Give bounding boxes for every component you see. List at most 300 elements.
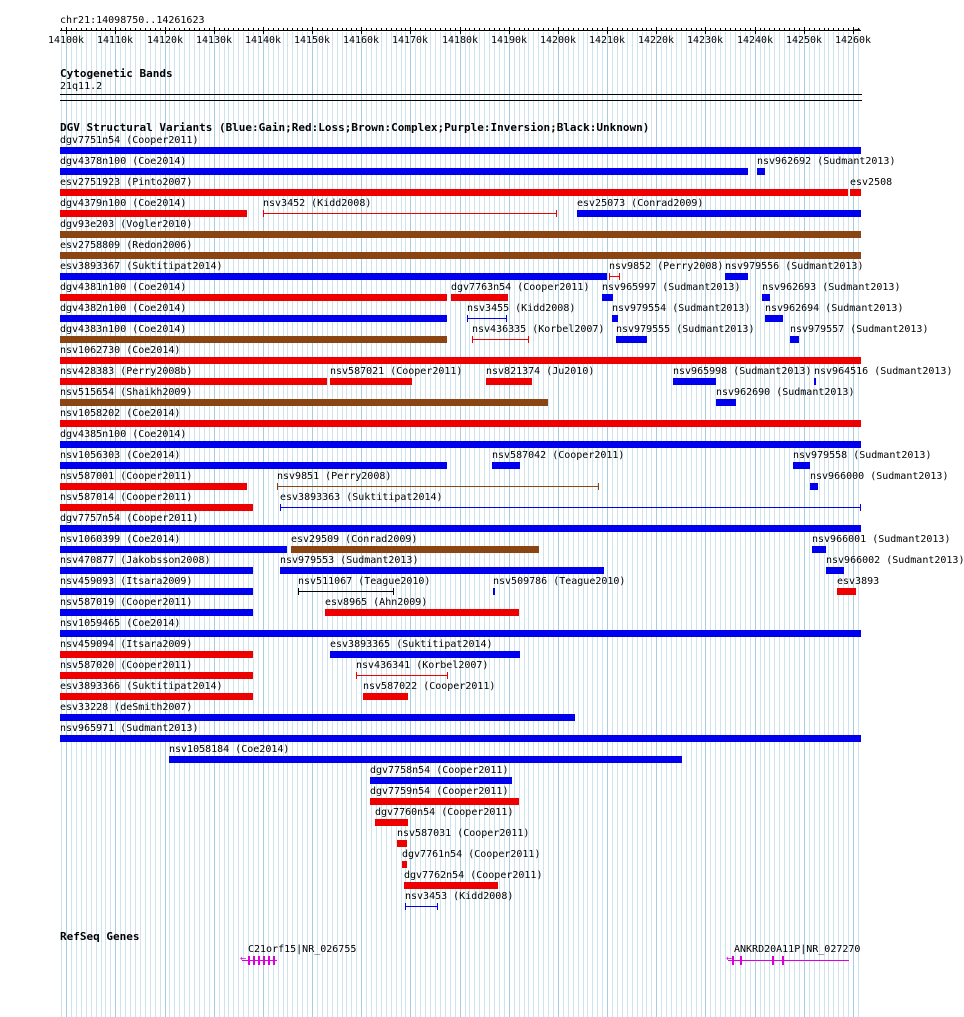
variant-label[interactable]: nsv587001 (Cooper2011) — [60, 471, 193, 482]
variant-bar[interactable] — [60, 693, 253, 700]
ruler-tick-label: 14190k — [490, 35, 528, 46]
variant-end-cap — [280, 504, 281, 511]
gene-line[interactable] — [728, 960, 849, 961]
ruler-tick — [519, 28, 520, 31]
variant-end-cap — [506, 315, 507, 322]
variant-label[interactable]: dgv7757n54 (Cooper2011) — [60, 513, 199, 524]
ruler-tick — [646, 28, 647, 31]
ruler-tick — [238, 28, 239, 31]
variant-label[interactable]: nsv965998 (Sudmant2013) — [673, 366, 812, 377]
ruler-tick — [322, 28, 323, 31]
variant-label[interactable]: nsv436335 (Korbel2007) — [472, 324, 605, 335]
cytoband-line-bottom — [60, 100, 862, 101]
ruler-tick — [145, 28, 146, 31]
variant-label[interactable]: nsv509786 (Teague2010) — [493, 576, 626, 587]
variant-bar[interactable] — [330, 651, 520, 658]
variant-label[interactable]: esv25073 (Conrad2009) — [577, 198, 704, 209]
variant-end-cap — [472, 336, 473, 343]
ruler-tick — [268, 28, 269, 31]
ruler-tick — [833, 28, 834, 31]
refseq-track-title: RefSeq Genes — [60, 930, 140, 943]
gene-exon — [253, 956, 255, 965]
variant-bar[interactable] — [673, 378, 716, 385]
ruler-tick — [710, 28, 711, 31]
variant-bar[interactable] — [330, 378, 412, 385]
ruler-tick — [435, 28, 436, 31]
variant-bar[interactable] — [60, 546, 287, 553]
variant-end-cap — [447, 672, 448, 679]
variant-bar[interactable] — [492, 462, 520, 469]
ruler-tick — [642, 28, 643, 31]
variant-label[interactable]: nsv821374 (Ju2010) — [486, 366, 595, 377]
cytoband-label: 21q11.2 — [60, 81, 103, 92]
ruler-tick — [740, 28, 741, 31]
variant-bar[interactable] — [60, 147, 861, 154]
ruler-tick — [150, 28, 151, 31]
gene-label[interactable]: C21orf15|NR_026755 — [248, 944, 357, 955]
variant-label[interactable]: nsv587019 (Cooper2011) — [60, 597, 193, 608]
variant-bar[interactable] — [277, 486, 599, 487]
gene-exon — [258, 956, 260, 965]
ruler-tick — [494, 28, 495, 31]
ruler-tick — [445, 28, 446, 31]
ruler-tick — [204, 28, 205, 31]
variant-bar[interactable] — [60, 714, 575, 721]
variant-bar[interactable] — [60, 672, 253, 679]
ruler-tick — [356, 28, 357, 31]
variant-label[interactable]: nsv979553 (Sudmant2013) — [280, 555, 419, 566]
variant-bar[interactable] — [814, 378, 816, 385]
ruler-tick — [224, 28, 225, 31]
ruler-tick — [376, 28, 377, 31]
variant-bar[interactable] — [60, 609, 253, 616]
variant-label[interactable]: nsv966000 (Sudmant2013) — [810, 471, 949, 482]
ruler-tick — [578, 28, 579, 31]
variant-label[interactable]: dgv7761n54 (Cooper2011) — [402, 849, 541, 860]
variant-bar[interactable] — [60, 735, 861, 742]
ruler-tick — [287, 28, 288, 31]
variant-label[interactable]: nsv587014 (Cooper2011) — [60, 492, 193, 503]
ruler-tick — [460, 27, 461, 34]
ruler-tick — [233, 28, 234, 31]
variant-label[interactable]: nsv428383 (Perry2008b) — [60, 366, 193, 377]
variant-bar[interactable] — [397, 840, 407, 847]
variant-label[interactable]: nsv587020 (Cooper2011) — [60, 660, 193, 671]
ruler-tick — [499, 28, 500, 31]
variant-bar[interactable] — [298, 591, 394, 592]
gene-exon — [772, 956, 774, 965]
variant-bar[interactable] — [60, 189, 848, 196]
variant-label[interactable]: dgv7758n54 (Cooper2011) — [370, 765, 509, 776]
ruler-tick — [130, 28, 131, 31]
ruler-tick — [342, 28, 343, 31]
ruler-tick — [838, 28, 839, 31]
variant-label[interactable]: esv3893363 (Suktitipat2014) — [280, 492, 443, 503]
ruler-tick — [273, 28, 274, 31]
ruler-tick — [730, 28, 731, 31]
variant-label[interactable]: dgv7762n54 (Cooper2011) — [404, 870, 543, 881]
ruler-tick-label: 14260k — [834, 35, 872, 46]
variant-bar[interactable] — [826, 567, 844, 574]
variant-label[interactable]: nsv470877 (Jakobsson2008) — [60, 555, 211, 566]
variant-bar[interactable] — [493, 588, 495, 595]
variant-bar[interactable] — [60, 462, 447, 469]
ruler-tick — [799, 28, 800, 31]
ruler-tick — [410, 27, 411, 34]
variant-label[interactable]: nsv3455 (Kidd2008) — [467, 303, 576, 314]
variant-label[interactable]: esv8965 (Ahn2009) — [325, 597, 428, 608]
gene-exon — [782, 956, 784, 965]
ruler-tick — [602, 28, 603, 31]
variant-label[interactable]: esv2508 — [850, 177, 893, 188]
ruler-tick — [174, 28, 175, 31]
ruler-tick — [573, 28, 574, 31]
variant-end-cap — [619, 273, 620, 280]
variant-end-cap — [298, 588, 299, 595]
variant-label[interactable]: nsv459094 (Itsara2009) — [60, 639, 193, 650]
variant-bar[interactable] — [451, 294, 508, 301]
ruler-tick — [568, 28, 569, 31]
variant-label[interactable]: dgv4378n100 (Coe2014) — [60, 156, 187, 167]
ruler-tick — [317, 28, 318, 31]
variant-bar[interactable] — [60, 210, 247, 217]
ruler-tick — [455, 28, 456, 31]
variant-bar[interactable] — [837, 588, 856, 595]
variant-label[interactable]: dgv7759n54 (Cooper2011) — [370, 786, 509, 797]
variant-bar[interactable] — [765, 315, 783, 322]
variant-bar[interactable] — [467, 318, 507, 319]
ruler-tick — [504, 28, 505, 31]
ruler-tick — [661, 28, 662, 31]
ruler-tick — [337, 28, 338, 31]
ruler-tick — [361, 27, 362, 34]
variant-label[interactable]: nsv965997 (Sudmant2013) — [602, 282, 741, 293]
variant-label[interactable]: esv3893367 (Suktitipat2014) — [60, 261, 223, 272]
variant-label[interactable]: esv3893366 (Suktitipat2014) — [60, 681, 223, 692]
variant-bar[interactable] — [60, 420, 861, 427]
variant-bar[interactable] — [60, 441, 861, 448]
variant-label[interactable]: nsv1062730 (Coe2014) — [60, 345, 181, 356]
ruler-tick — [794, 28, 795, 31]
variant-label[interactable]: nsv515654 (Shaikh2009) — [60, 387, 193, 398]
gene-exon — [273, 956, 275, 965]
strand-arrow-icon: ← — [726, 953, 733, 964]
variant-bar[interactable] — [60, 378, 327, 385]
ruler-tick — [120, 28, 121, 31]
ruler-tick — [258, 28, 259, 31]
variant-bar[interactable] — [404, 882, 498, 889]
variant-bar[interactable] — [577, 210, 861, 217]
ruler-tick — [184, 28, 185, 31]
variant-bar[interactable] — [60, 525, 861, 532]
ruler-tick — [86, 28, 87, 31]
ruler-tick — [701, 28, 702, 31]
variant-label[interactable]: dgv4385n100 (Coe2014) — [60, 429, 187, 440]
ruler-tick — [676, 28, 677, 31]
variant-label[interactable]: nsv459093 (Itsara2009) — [60, 576, 193, 587]
variant-label[interactable]: nsv979558 (Sudmant2013) — [793, 450, 932, 461]
ruler-tick-label: 14170k — [391, 35, 429, 46]
variant-label[interactable]: nsv966001 (Sudmant2013) — [812, 534, 951, 545]
ruler-tick — [637, 28, 638, 31]
variant-label[interactable]: nsv1059465 (Coe2014) — [60, 618, 181, 629]
gene-exon — [732, 956, 734, 965]
ruler-tick — [105, 28, 106, 31]
ruler-tick — [828, 28, 829, 31]
variant-bar[interactable] — [405, 906, 438, 907]
variant-label[interactable]: nsv1058184 (Coe2014) — [169, 744, 290, 755]
variant-label[interactable]: nsv3452 (Kidd2008) — [263, 198, 372, 209]
ruler-tick — [686, 28, 687, 31]
variant-bar[interactable] — [716, 399, 736, 406]
variant-bar[interactable] — [60, 588, 253, 595]
variant-bar[interactable] — [790, 336, 799, 343]
variant-end-cap — [598, 483, 599, 490]
variant-label[interactable]: nsv965971 (Sudmant2013) — [60, 723, 199, 734]
variant-bar[interactable] — [60, 651, 253, 658]
cytoband-line-top — [60, 94, 862, 95]
variant-label[interactable]: nsv436341 (Korbel2007) — [356, 660, 489, 671]
variant-bar[interactable] — [356, 675, 448, 676]
variant-label[interactable]: nsv966002 (Sudmant2013) — [826, 555, 964, 566]
ruler-tick — [169, 28, 170, 31]
variant-label[interactable]: nsv979554 (Sudmant2013) — [612, 303, 751, 314]
ruler-tick — [597, 28, 598, 31]
variant-label[interactable]: dgv7760n54 (Cooper2011) — [375, 807, 514, 818]
ruler-tick — [533, 28, 534, 31]
ruler-tick — [691, 28, 692, 31]
ruler-tick — [814, 28, 815, 31]
ruler-tick — [538, 28, 539, 31]
variant-bar[interactable] — [280, 507, 861, 508]
variant-label[interactable]: nsv3453 (Kidd2008) — [405, 891, 514, 902]
ruler-tick — [332, 28, 333, 31]
ruler-tick — [627, 28, 628, 31]
ruler-tick — [327, 28, 328, 31]
ruler-tick — [420, 28, 421, 31]
variant-bar[interactable] — [370, 798, 519, 805]
variant-bar[interactable] — [60, 168, 748, 175]
ruler-tick — [391, 28, 392, 31]
variant-label[interactable]: esv3893365 (Suktitipat2014) — [330, 639, 493, 650]
variant-bar[interactable] — [793, 462, 810, 469]
ruler-tick-label: 14200k — [539, 35, 577, 46]
variant-bar[interactable] — [60, 399, 548, 406]
variant-bar[interactable] — [60, 357, 861, 364]
variant-bar[interactable] — [612, 315, 618, 322]
ruler-tick — [346, 28, 347, 31]
ruler-tick-label: 14240k — [736, 35, 774, 46]
variant-bar[interactable] — [60, 630, 861, 637]
dgv-track-title: DGV Structural Variants (Blue:Gain;Red:Loss;Brown:Complex;Purple:Inversion;Black:Unknown) — [60, 121, 650, 134]
variant-bar[interactable] — [60, 567, 253, 574]
ruler-tick — [371, 28, 372, 31]
ruler-tick — [617, 28, 618, 31]
variant-label[interactable]: nsv1058202 (Coe2014) — [60, 408, 181, 419]
ruler-tick — [81, 28, 82, 31]
variant-bar[interactable] — [263, 213, 557, 214]
variant-label[interactable]: esv2758809 (Redon2006) — [60, 240, 193, 251]
ruler-tick — [386, 28, 387, 31]
variant-label[interactable]: dgv7751n54 (Cooper2011) — [60, 135, 199, 146]
ruler-tick — [440, 28, 441, 31]
ruler-tick-label: 14230k — [686, 35, 724, 46]
position-label: chr21:14098750..14261623 — [60, 15, 205, 26]
ruler-tick — [725, 28, 726, 31]
variant-label[interactable]: dgv93e203 (Vogler2010) — [60, 219, 193, 230]
variant-label[interactable]: esv33228 (deSmith2007) — [60, 702, 193, 713]
variant-label[interactable]: esv29509 (Conrad2009) — [291, 534, 418, 545]
ruler-tick — [804, 27, 805, 34]
ruler-tick — [622, 28, 623, 31]
variant-label[interactable]: nsv587031 (Cooper2011) — [397, 828, 530, 839]
variant-end-cap — [528, 336, 529, 343]
variant-end-cap — [393, 588, 394, 595]
ruler-tick — [297, 28, 298, 31]
variant-label[interactable]: nsv979555 (Sudmant2013) — [616, 324, 755, 335]
ruler-tick — [396, 28, 397, 31]
variant-label[interactable]: nsv9852 (Perry2008) — [609, 261, 724, 272]
gene-label[interactable]: ANKRD20A11P|NR_027270 — [734, 944, 861, 955]
variant-label[interactable]: nsv587022 (Cooper2011) — [363, 681, 496, 692]
variant-bar[interactable] — [325, 609, 519, 616]
variant-bar[interactable] — [810, 483, 818, 490]
variant-label[interactable]: nsv962690 (Sudmant2013) — [716, 387, 855, 398]
ruler-tick — [228, 28, 229, 31]
variant-bar[interactable] — [757, 168, 765, 175]
ruler-tick — [592, 28, 593, 31]
ruler-tick — [61, 28, 62, 31]
variant-bar[interactable] — [60, 273, 607, 280]
variant-bar[interactable] — [602, 294, 613, 301]
ruler-tick — [824, 28, 825, 31]
ruler-tick-label: 14180k — [441, 35, 479, 46]
variant-bar[interactable] — [812, 546, 826, 553]
ruler-tick — [219, 28, 220, 31]
variant-label[interactable]: dgv4379n100 (Coe2014) — [60, 198, 187, 209]
ruler-tick — [140, 28, 141, 31]
variant-label[interactable]: nsv962694 (Sudmant2013) — [765, 303, 904, 314]
ruler-arrow-icon: → — [854, 24, 861, 35]
ruler-tick — [632, 28, 633, 31]
variant-bar[interactable] — [486, 378, 532, 385]
ruler-tick — [209, 28, 210, 31]
ruler-tick — [528, 28, 529, 31]
variant-bar[interactable] — [60, 231, 861, 238]
variant-label[interactable]: nsv587021 (Cooper2011) — [330, 366, 463, 377]
ruler-tick — [489, 28, 490, 31]
variant-bar[interactable] — [169, 756, 682, 763]
ruler-tick — [179, 28, 180, 31]
ruler-tick — [666, 28, 667, 31]
ruler-tick — [750, 28, 751, 31]
ruler-tick — [651, 28, 652, 31]
variant-label[interactable]: nsv587042 (Cooper2011) — [492, 450, 625, 461]
ruler-tick — [415, 28, 416, 31]
variant-bar[interactable] — [363, 693, 408, 700]
ruler-tick-label: 14220k — [637, 35, 675, 46]
variant-label[interactable]: dgv4381n100 (Coe2014) — [60, 282, 187, 293]
variant-bar[interactable] — [850, 189, 861, 196]
ruler-tick — [705, 27, 706, 34]
variant-end-cap — [556, 210, 557, 217]
ruler-tick — [430, 28, 431, 31]
variant-bar[interactable] — [402, 861, 407, 868]
variant-label[interactable]: nsv979556 (Sudmant2013) — [725, 261, 864, 272]
variant-label[interactable]: nsv1056303 (Coe2014) — [60, 450, 181, 461]
variant-bar[interactable] — [60, 294, 447, 301]
ruler-tick — [91, 28, 92, 31]
ruler-tick — [115, 27, 116, 34]
variant-label[interactable]: nsv964516 (Sudmant2013) — [814, 366, 953, 377]
ruler-tick — [263, 27, 264, 34]
variant-bar[interactable] — [60, 252, 861, 259]
ruler-tick — [302, 28, 303, 31]
variant-label[interactable]: nsv9851 (Perry2008) — [277, 471, 392, 482]
variant-bar[interactable] — [291, 546, 539, 553]
variant-bar[interactable] — [280, 567, 604, 574]
ruler-tick-label: 14130k — [195, 35, 233, 46]
variant-bar[interactable] — [60, 504, 253, 511]
ruler-tick — [381, 28, 382, 31]
ruler-tick — [101, 28, 102, 31]
variant-label[interactable]: dgv4383n100 (Coe2014) — [60, 324, 187, 335]
variant-label[interactable]: nsv962692 (Sudmant2013) — [757, 156, 896, 167]
variant-bar[interactable] — [60, 483, 247, 490]
variant-label[interactable]: nsv511067 (Teague2010) — [298, 576, 431, 587]
variant-bar[interactable] — [370, 777, 512, 784]
ruler-tick — [843, 28, 844, 31]
variant-label[interactable]: nsv962693 (Sudmant2013) — [762, 282, 901, 293]
ruler-tick — [189, 28, 190, 31]
variant-end-cap — [356, 672, 357, 679]
ruler-tick — [553, 28, 554, 31]
variant-bar[interactable] — [375, 819, 408, 826]
ruler-tick — [253, 28, 254, 31]
ruler-tick — [548, 28, 549, 31]
ruler-tick — [735, 28, 736, 31]
variant-label[interactable]: esv2751923 (Pinto2007) — [60, 177, 193, 188]
variant-bar[interactable] — [60, 315, 447, 322]
ruler-tick — [110, 28, 111, 31]
variant-end-cap — [860, 504, 861, 511]
ruler-tick — [774, 28, 775, 31]
ruler-tick — [760, 28, 761, 31]
ruler-tick — [509, 27, 510, 34]
ruler-tick — [696, 28, 697, 31]
variant-label[interactable]: dgv7763n54 (Cooper2011) — [451, 282, 590, 293]
variant-end-cap — [437, 903, 438, 910]
ruler-tick — [160, 28, 161, 31]
ruler-tick — [135, 28, 136, 31]
variant-bar[interactable] — [616, 336, 647, 343]
variant-label[interactable]: dgv4382n100 (Coe2014) — [60, 303, 187, 314]
ruler-tick — [71, 28, 72, 31]
variant-label[interactable]: nsv979557 (Sudmant2013) — [790, 324, 929, 335]
gene-exon — [263, 956, 265, 965]
ruler-tick — [469, 28, 470, 31]
variant-bar[interactable] — [60, 336, 447, 343]
variant-label[interactable]: nsv1060399 (Coe2014) — [60, 534, 181, 545]
variant-bar[interactable] — [725, 273, 748, 280]
variant-bar[interactable] — [762, 294, 770, 301]
ruler-tick — [764, 28, 765, 31]
variant-bar[interactable] — [472, 339, 529, 340]
ruler-tick-label: 14140k — [244, 35, 282, 46]
ruler-tick — [243, 28, 244, 31]
ruler-tick-label: 14250k — [785, 35, 823, 46]
variant-label[interactable]: esv3893 — [837, 576, 880, 587]
